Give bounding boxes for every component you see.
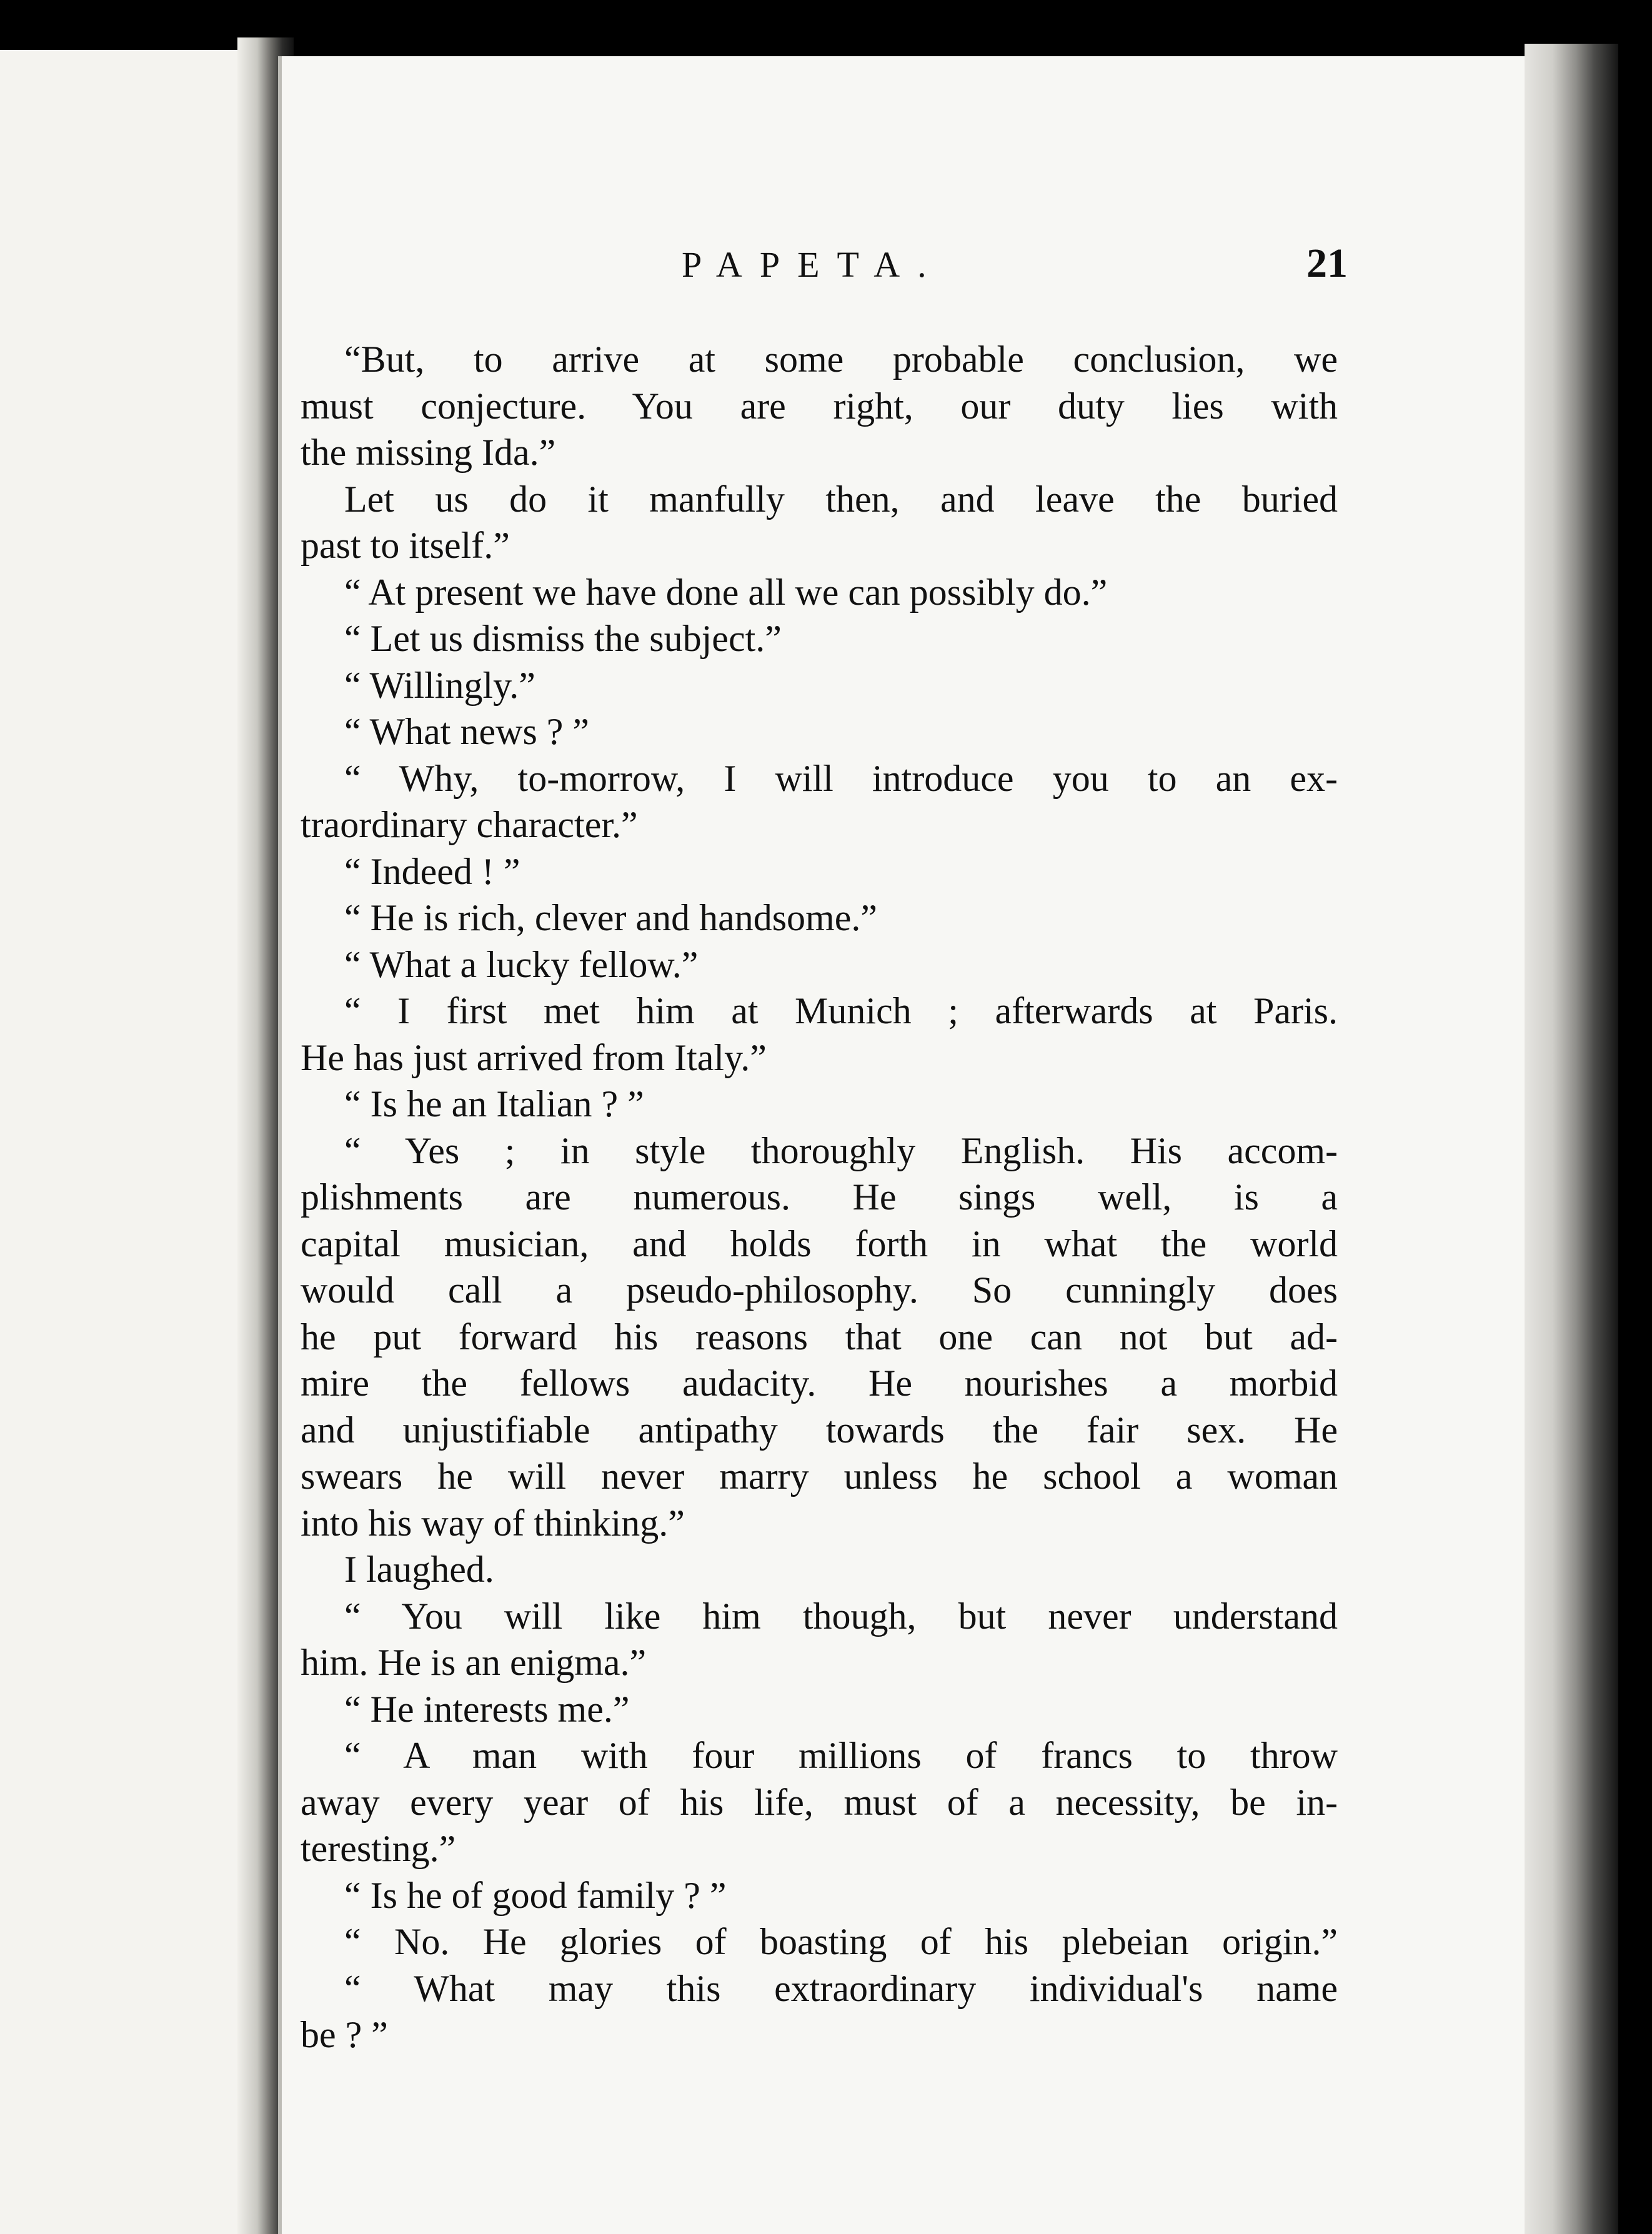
text-line: into his way of thinking.”	[301, 1502, 685, 1544]
text-line: I laughed.	[344, 1549, 494, 1590]
page-body	[301, 336, 1338, 2058]
text-line: “ Yes ; in style thoroughly English. His accom-	[344, 1129, 1338, 1171]
text-line: “ He is rich, clever and handsome.”	[344, 897, 877, 938]
right-page	[278, 56, 1538, 2234]
text-line: “ Is he of good family ? ”	[344, 1874, 727, 1916]
text-line: “ What news ? ”	[344, 711, 590, 752]
running-title: PAPETA.	[682, 244, 944, 285]
text-line: “ No. He glories of boasting of his plebeian origin.”	[344, 1921, 1338, 1962]
page-header	[282, 241, 1538, 294]
text-line: “ At present we have done all we can possibly do.”	[344, 571, 1108, 613]
text-line: “ A man with four millions of francs to throw	[344, 1735, 1338, 1776]
text-line: “ Indeed ! ”	[344, 850, 520, 892]
page-number: 21	[1306, 241, 1348, 286]
page-edge-shadow	[1525, 44, 1618, 2234]
left-facing-page	[0, 50, 262, 2234]
text-line: “ You will like him though, but never understand	[344, 1595, 1338, 1637]
text-line: “ He interests me.”	[344, 1688, 630, 1730]
text-line: and unjustifiable antipathy towards the fair sex. He	[301, 1409, 1338, 1451]
text-line: Let us do it manfully then, and leave the buried	[344, 478, 1338, 520]
text-line: “ Willingly.”	[344, 664, 535, 706]
text-line: plishments are numerous. He sings well, is a	[301, 1176, 1338, 1218]
text-line: teresting.”	[301, 1828, 456, 1869]
text-line: capital musician, and holds forth in what the world	[301, 1223, 1338, 1264]
text-line: “ I first met him at Munich ; afterwards at Paris.	[344, 990, 1338, 1031]
text-line: would call a pseudo-philosophy. So cunningly does	[301, 1269, 1338, 1311]
text-line: him. He is an enigma.”	[301, 1642, 647, 1683]
text-line: He has just arrived from Italy.”	[301, 1036, 767, 1078]
text-line: swears he will never marry unless he school a woman	[301, 1456, 1338, 1497]
text-line: past to itself.”	[301, 525, 510, 566]
text-line: he put forward his reasons that one can not but ad-	[301, 1316, 1338, 1358]
text-line: “ What a lucky fellow.”	[344, 943, 699, 985]
text-line: traordinary character.”	[301, 804, 638, 845]
text-line: the missing Ida.”	[301, 432, 556, 473]
text-line: away every year of his life, must of a necessity, be in-	[301, 1781, 1338, 1823]
text-line: “But, to arrive at some probable conclusion, we	[344, 339, 1338, 380]
text-line: “ What may this extraordinary individual's name	[344, 1967, 1338, 2009]
text-line: “ Is he an Italian ? ”	[344, 1083, 644, 1124]
text-line: must conjecture. You are right, our duty lies with	[301, 385, 1338, 427]
text-line: “ Why, to-morrow, I will introduce you to an ex-	[344, 757, 1338, 799]
text-line: be ? ”	[301, 2014, 388, 2055]
text-line: mire the fellows audacity. He nourishes a morbid	[301, 1363, 1338, 1404]
text-line: “ Let us dismiss the subject.”	[344, 618, 782, 659]
